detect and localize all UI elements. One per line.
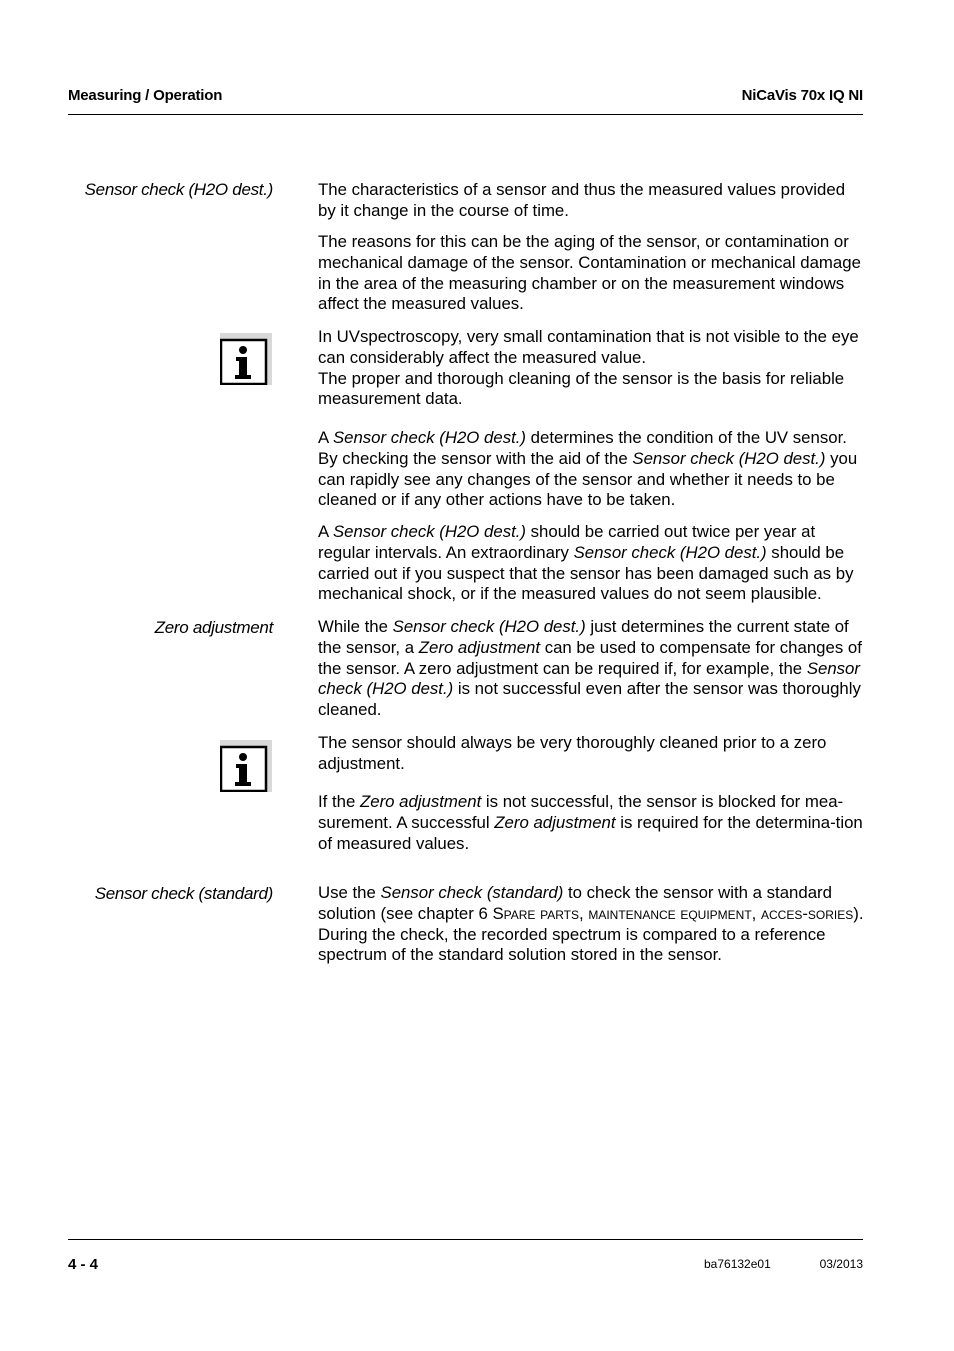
paragraph-reasons: The reasons for this can be the aging of the sensor, or contamination or mechanical damage of the sensor. Contamination or mechanical damage in the area of the measuring chamber or on the measurement windows affect the measured values. bbox=[318, 232, 861, 314]
header-section: Measuring / Operation bbox=[68, 87, 223, 104]
paragraph-zero-adjustment bbox=[318, 617, 866, 721]
document-date: 03/2013 bbox=[819, 1257, 863, 1271]
term-sensor-check-h2o: Sensor check (H2O dest.) bbox=[632, 448, 826, 468]
text-run: is not successful, the sensor is blocked for mea-surement. A successful bbox=[318, 792, 844, 832]
header-rule bbox=[68, 114, 863, 115]
term-sensor-check-standard: Sensor check (standard) bbox=[380, 883, 564, 902]
paragraph-zero-adjustment-result bbox=[318, 792, 866, 854]
term-zero-adjustment: Zero adjustment bbox=[418, 637, 541, 657]
term-sensor-check-h2o: Sensor check (H2O dest.) bbox=[392, 617, 586, 636]
note-uv-line2: The proper and thorough cleaning of the sensor is the basis for reliable measurement data. bbox=[318, 368, 845, 409]
note-uv-line1: In UVspectroscopy, very small contamination that is not visible to the eye can considerably affect the measured value. bbox=[318, 327, 859, 367]
text-run: should be carried out if you suspect that the sensor has been damaged such as by mechanical shock, or if the measured values do not seem plausible. bbox=[318, 542, 854, 604]
info-icon bbox=[220, 740, 272, 792]
term-sensor-check-h2o: Sensor check (H2O dest.) bbox=[332, 428, 526, 447]
chapter-reference: Spare parts, maintenance equipment, acces-sories bbox=[492, 903, 854, 923]
side-label-sensor-check-h2o: Sensor check (H2O dest.) bbox=[84, 180, 273, 199]
side-label-zero-adjustment: Zero adjustment bbox=[154, 618, 273, 637]
text-run: to check the sensor with a standard solution (see chapter 6 bbox=[318, 883, 832, 923]
text-run: If the bbox=[318, 792, 360, 811]
paragraph-sensor-check-purpose bbox=[318, 428, 866, 511]
text-run: ). During the check, the recorded spectrum is compared to a reference spectrum of the standard solution stored in the sensor. bbox=[318, 903, 864, 965]
paragraph-characteristics: The characteristics of a sensor and thus the measured values provided by it change in the course of time. bbox=[318, 180, 846, 220]
term-zero-adjustment: Zero adjustment bbox=[359, 792, 482, 811]
text-run: A bbox=[318, 428, 333, 447]
text-run: should be carried out twice per year at regular intervals. An extraordinary bbox=[318, 522, 816, 562]
info-icon bbox=[220, 333, 272, 385]
text-run: is required for the determina-tion of measured values. bbox=[318, 812, 863, 853]
note-cleaning: The sensor should always be very thoroughly cleaned prior to a zero adjustment. bbox=[318, 733, 827, 773]
text-run: can be used to compensate for changes of the sensor. A zero adjustment can be required if, for example, the bbox=[318, 637, 862, 678]
term-sensor-check-h2o: Sensor check (H2O dest.) bbox=[318, 658, 860, 699]
paragraph-sensor-check-frequency bbox=[318, 522, 866, 605]
term-sensor-check-h2o: Sensor check (H2O dest.) bbox=[573, 542, 767, 562]
text-run: you can rapidly see any changes of the sensor and whether it needs to be cleaned or if any other actions have to be taken. bbox=[318, 448, 858, 510]
paragraph-sensor-check-standard bbox=[318, 883, 866, 966]
document-code: ba76132e01 bbox=[704, 1257, 771, 1271]
page-number: 4 - 4 bbox=[68, 1256, 99, 1273]
term-sensor-check-h2o: Sensor check (H2O dest.) bbox=[332, 522, 526, 541]
term-zero-adjustment: Zero adjustment bbox=[494, 812, 616, 832]
text-run: A bbox=[318, 522, 333, 541]
text-run: just determines the current state of the sensor, a bbox=[318, 617, 849, 657]
text-run: is not successful even after the sensor was thoroughly cleaned. bbox=[318, 679, 861, 720]
footer-rule bbox=[68, 1239, 863, 1240]
note-uv-contamination bbox=[318, 327, 866, 410]
text-run: determines the condition of the UV sensor. By checking the sensor with the aid of the bbox=[318, 428, 847, 468]
text-run: Use the bbox=[318, 883, 381, 902]
header-product: NiCaVis 70x IQ NI bbox=[741, 87, 863, 104]
side-label-sensor-check-standard: Sensor check (standard) bbox=[94, 884, 273, 903]
text-run: While the bbox=[318, 617, 393, 636]
